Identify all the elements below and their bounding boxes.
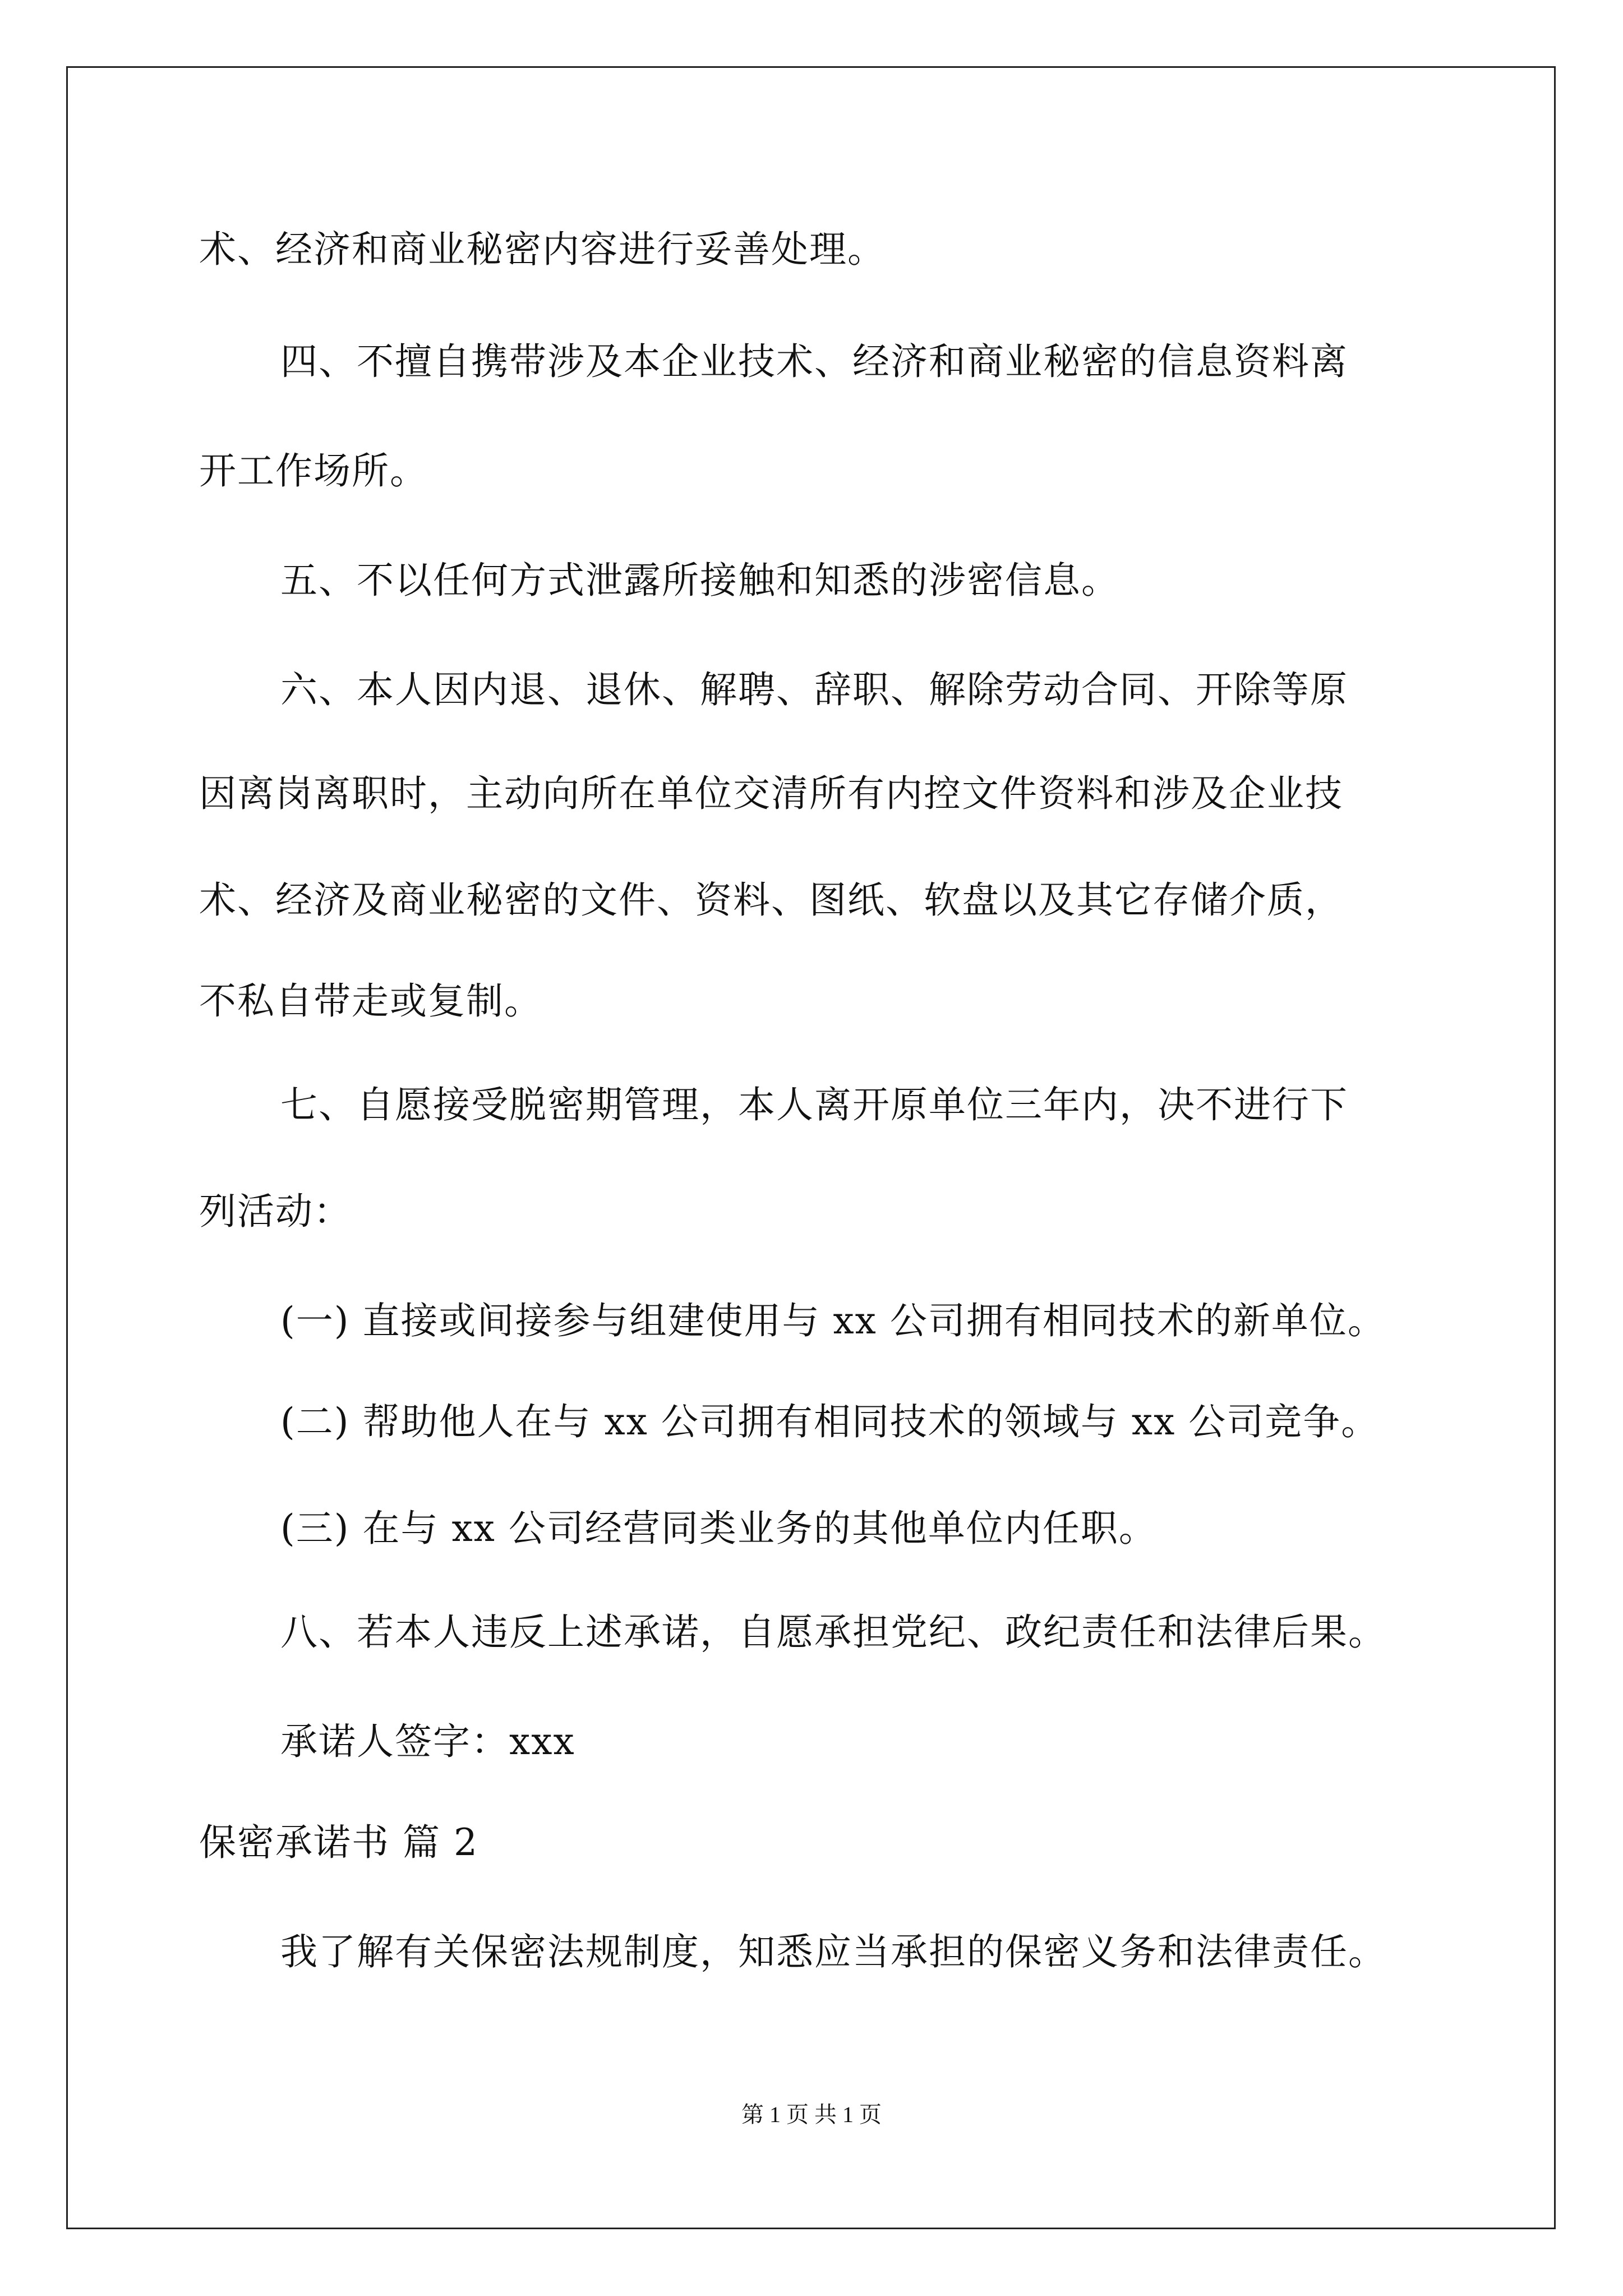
text-line-11: (一) 直接或间接参与组建使用与 xx 公司拥有相同技术的新单位。	[280, 1299, 1386, 1342]
page-border	[66, 66, 1556, 2229]
text-line-2: 四、不擅自携带涉及本企业技术、经济和商业秘密的信息资料离	[280, 340, 1348, 383]
text-line-12: (二) 帮助他人在与 xx 公司拥有相同技术的领域与 xx 公司竞争。	[280, 1400, 1380, 1443]
text-line-6: 因离岗离职时，主动向所在单位交清所有内控文件资料和涉及企业技	[199, 772, 1343, 815]
text-line-10: 列活动：	[199, 1190, 352, 1233]
text-line-13: (三) 在与 xx 公司经营同类业务的其他单位内任职。	[280, 1507, 1157, 1550]
text-line-14: 八、若本人违反上述承诺，自愿承担党纪、政纪责任和法律后果。	[280, 1611, 1386, 1654]
text-line-4: 五、不以任何方式泄露所接触和知悉的涉密信息。	[280, 559, 1119, 602]
page-footer: 第 1 页 共 1 页	[741, 2102, 882, 2127]
text-line-8: 不私自带走或复制。	[199, 979, 542, 1023]
section-heading: 保密承诺书 篇 2	[199, 1821, 478, 1864]
text-line-17: 我了解有关保密法规制度，知悉应当承担的保密义务和法律责任。	[280, 1930, 1386, 1973]
text-line-3: 开工作场所。	[199, 449, 428, 493]
text-line-1: 术、经济和商业秘密内容进行妥善处理。	[199, 228, 886, 271]
text-line-15: 承诺人签字：xxx	[280, 1720, 575, 1763]
text-line-7: 术、经济及商业秘密的文件、资料、图纸、软盘以及其它存储介质，	[199, 878, 1343, 922]
text-line-5: 六、本人因内退、退休、解聘、辞职、解除劳动合同、开除等原	[280, 668, 1348, 711]
text-line-9: 七、自愿接受脱密期管理，本人离开原单位三年内，决不进行下	[280, 1083, 1348, 1126]
